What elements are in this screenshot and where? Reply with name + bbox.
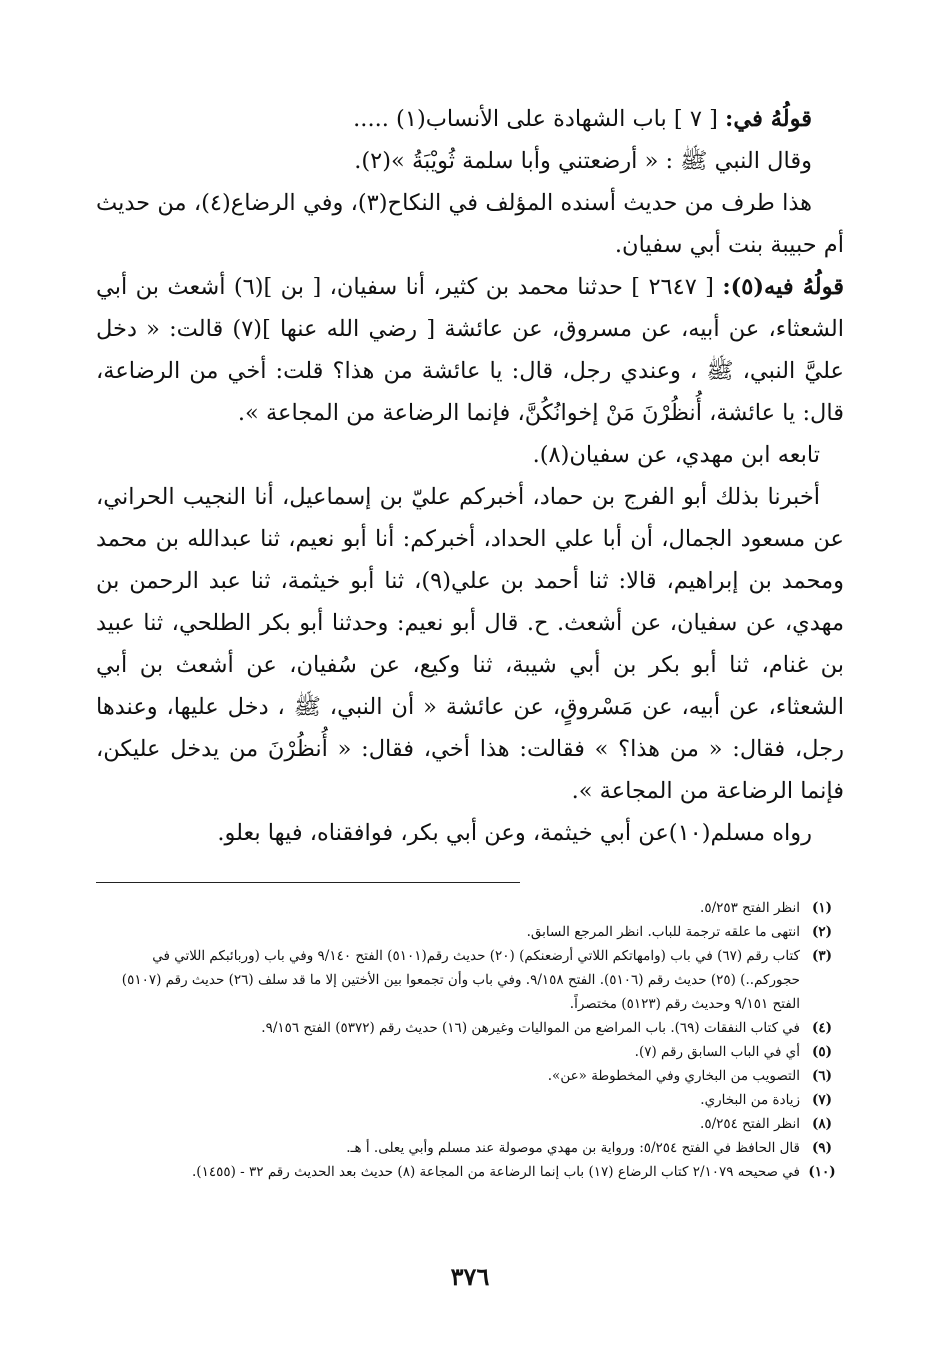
footnote-text: كتاب رقم (٦٧) في باب (وامهاتكم اللاتي أرضعنكم) (٢٠) حديث رقم(٥١٠١) الفتح ٩/١٤٠ وفي باب (وربائبكم اللاتي في حجوركم..) (٢٥) حديث رقم (٥١٠٦). الفتح ٩/١٥٨. وفي باب وأن تجمعوا بين الأختين إلا ما قد سلف (٢٦) حديث رقم (٥١٠٧) الفتح ٩/١٥١ وحديث رقم (٥١٢٣) مختصراً. — [121, 948, 800, 1012]
paragraph-hadith-2647 — [96, 266, 844, 434]
footnote-item — [96, 1136, 844, 1160]
footnote-text: انظر الفتح ٥/٢٥٤. — [700, 1116, 800, 1132]
paragraph-isnad — [96, 476, 844, 812]
footnote-text: التصويب من البخاري وفي المخطوطة «عن». — [547, 1068, 800, 1084]
footnote-number: (٢) — [811, 924, 833, 940]
paragraph-text: تابعه ابن مهدي، عن سفيان(٨). — [532, 442, 820, 468]
paragraph-text: رواه مسلم(١٠)عن أبي خيثمة، وعن أبي بكر، فوافقناه، فيها بعلو. — [217, 820, 812, 846]
paragraph-text: أخبرنا بذلك أبو الفرج بن حماد، أخبركم عليّ بن إسماعيل، أنا النجيب الحراني، عن مسعود الجمال، أن أبا علي الحداد، أخبركم: أنا أبو نعيم، ثنا عبدالله بن محمد ومحمد بن إبراهيم، قالا: ثنا أحمد بن علي(٩)، ثنا أبو خيثمة، ثنا عبد الرحمن بن مهدي، عن سفيان، عن أشعث. ح. قال أبو نعيم: وحدثنا أبو بكر الطلحي، ثنا عبيد بن غنام، ثنا أبو بكر بن أبي شيبة، ثنا وكيع، عن سُفيان، عن أشعث بن أبي الشعثاء، عن أبيه، عن مَسْروقٍ، عن عائشة « أن النبي، ﷺ ، دخل عليها، وعندها رجل، فقال: « من هذا؟ » فقالت: هذا أخي، فقال: « أُنظُرْنَ من يدخل عليكن، فإنما الرضاعة من المجاعة ». — [96, 484, 844, 804]
footnote-number: (٣) — [811, 948, 833, 964]
footnote-item — [96, 1160, 844, 1184]
footnote-divider — [96, 882, 520, 883]
paragraph-hadith-quote — [96, 140, 844, 182]
footnote-number: (١٠) — [808, 1164, 836, 1180]
paragraph-mutaba — [96, 434, 844, 476]
footnote-number: (١) — [811, 900, 833, 916]
footnote-item — [96, 1112, 844, 1136]
footnote-text: في كتاب النفقات (٦٩). باب المراضع من المواليات وغيرهن (١٦) حديث رقم (٥٣٧٢) الفتح ٩/١٥٦. — [261, 1020, 800, 1036]
footnote-number: (٦) — [811, 1068, 833, 1084]
footnote-number: (٨) — [811, 1116, 833, 1132]
footnote-number: (٥) — [811, 1044, 833, 1060]
paragraph-keyword: قولُهُ فيه(٥): — [722, 274, 845, 300]
footnotes — [96, 896, 844, 1184]
page-number: ٣٧٦ — [450, 1262, 490, 1291]
paragraph-commentary — [96, 182, 844, 266]
paragraph-keyword: قولُهُ في: — [725, 106, 812, 132]
paragraph-text: هذا طرف من حديث أسنده المؤلف في النكاح(٣)، وفي الرضاع(٤)، من حديث أم حبيبة بنت أبي سفيان. — [96, 190, 844, 258]
paragraph-chapter-heading — [96, 98, 844, 140]
footnote-item — [96, 944, 844, 1016]
footnote-text: في صحيحه ٢/١٠٧٩ كتاب الرضاع (١٧) باب إنما الرضاعة من المجاعة (٨) حديث بعد الحديث رقم ٣٢ - (١٤٥٥). — [192, 1164, 800, 1180]
footnote-number: (٩) — [811, 1140, 833, 1156]
footnote-text: انتهى ما علقه ترجمة للباب. انظر المرجع السابق. — [526, 924, 800, 940]
paragraph-conclusion — [96, 812, 844, 854]
footnote-text: زيادة من البخاري. — [700, 1092, 800, 1108]
paragraph-text: وقال النبي ﷺ : « أرضعتني وأبا سلمة ثُويْبَةُ »(٢). — [354, 148, 812, 174]
main-text — [96, 98, 844, 854]
paragraph-text: [ ٧ ] باب الشهادة على الأنساب(١) ..... — [353, 106, 726, 132]
footnote-item — [96, 920, 844, 944]
footnote-text: أي في الباب السابق رقم (٧). — [634, 1044, 800, 1060]
footnote-text: قال الحافظ في الفتح ٥/٢٥٤: ورواية بن مهدي موصولة عند مسلم وأبي يعلى. أ هـ. — [346, 1140, 800, 1156]
footnote-item — [96, 1064, 844, 1088]
footnote-item — [96, 1040, 844, 1064]
footnote-item — [96, 1088, 844, 1112]
footnote-number: (٤) — [811, 1020, 833, 1036]
footnote-item — [96, 896, 844, 920]
footnote-item — [96, 1016, 844, 1040]
paragraph-text: [ ٢٦٤٧ ] حدثنا محمد بن كثير، أنا سفيان، [ بن ](٦) أشعث بن أبي الشعثاء، عن أبيه، عن مسروق، عن عائشة [ رضي الله عنها ](٧) قالت: « دخل عليَّ النبي، ﷺ ، وعندي رجل، قال: يا عائشة من هذا؟ قلت: أخي من الرضاعة، قال: يا عائشة، أُنظُرْنَ مَنْ إخوانُكُنَّ، فإنما الرضاعة من المجاعة ». — [96, 274, 845, 426]
footnote-number: (٧) — [811, 1092, 833, 1108]
footnote-text: انظر الفتح ٥/٢٥٣. — [700, 900, 800, 916]
